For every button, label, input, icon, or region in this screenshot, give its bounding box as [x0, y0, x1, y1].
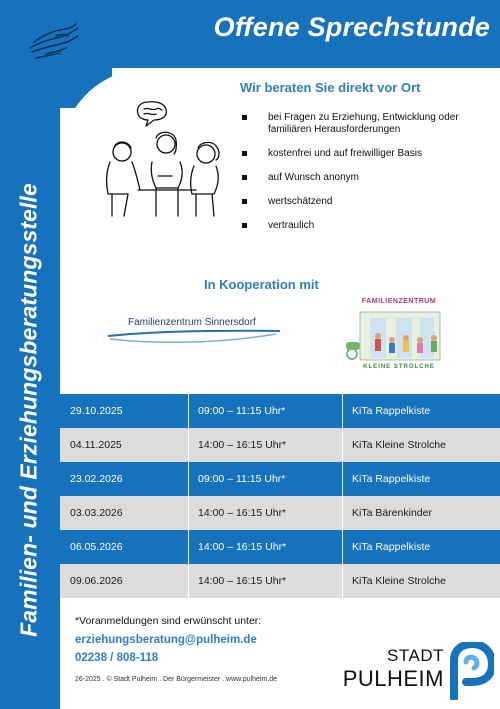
stadt-pulheim-logo: [342, 640, 494, 700]
list-item: auf Wunsch anonym: [240, 172, 496, 184]
table-row: [60, 428, 500, 462]
sinnersdorf-logo-text: Familienzentrum Sinnersdorf: [128, 317, 256, 328]
pulheim-p-icon: [448, 642, 494, 700]
place-cell: KiTa Bärenkinder: [352, 507, 432, 519]
place-cell: KiTa Rappelkiste: [352, 541, 431, 553]
column-divider: [188, 496, 189, 530]
date-cell: 06.05.2026: [70, 541, 123, 553]
intro-subtitle: Wir beraten Sie direkt vor Ort: [240, 80, 421, 95]
table-row: [60, 530, 500, 564]
column-divider: [188, 462, 189, 496]
column-divider: [188, 530, 189, 564]
table-row: [60, 564, 500, 598]
date-cell: 04.11.2025: [70, 439, 122, 451]
column-divider: [188, 394, 189, 428]
column-divider: [342, 428, 343, 462]
contact-email-link[interactable]: erziehungsberatung@pulheim.de: [75, 634, 257, 646]
column-divider: [188, 428, 189, 462]
time-cell: 09:00 – 11:15 Uhr*: [198, 405, 286, 417]
list-item: vertraulich: [240, 220, 496, 232]
time-cell: 14:00 – 16:15 Uhr*: [198, 541, 287, 553]
cooperation-title: In Kooperation mit: [204, 277, 319, 292]
list-item: wertschätzend: [240, 196, 496, 208]
column-divider: [342, 394, 343, 428]
date-cell: 09.06.2026: [70, 575, 123, 587]
column-divider: [342, 530, 343, 564]
strolche-logo-bottom: KLEINE STROLCHE: [363, 364, 435, 370]
page-title: Offene Sprechstunde: [213, 12, 490, 42]
logo-stadt-text: STADT: [387, 646, 444, 665]
table-row: [60, 496, 500, 530]
table-row: [60, 394, 500, 428]
hands-icon: [26, 18, 82, 62]
column-divider: [342, 564, 343, 598]
date-cell: 03.03.2026: [70, 507, 123, 519]
table-row: [60, 462, 500, 496]
kleine-strolche-logo: [340, 298, 458, 376]
column-divider: [342, 462, 343, 496]
time-cell: 09:00 – 11:15 Uhr*: [198, 473, 286, 485]
contact-phone: 02238 / 808-118: [75, 652, 159, 664]
vertical-title: Familien- und Erziehungsberatungsstelle: [15, 183, 42, 637]
schedule-table: [60, 394, 500, 598]
date-cell: 23.02.2026: [70, 473, 123, 485]
footer-text: 26-2025 . © Stadt Pulheim . Der Bürgermeister . www.pulheim.de: [75, 676, 278, 683]
column-divider: [188, 564, 189, 598]
date-cell: 29.10.2025: [70, 405, 123, 417]
sinnersdorf-logo: [106, 314, 282, 354]
column-divider: [342, 496, 343, 530]
time-cell: 14:00 – 16:15 Uhr*: [198, 439, 287, 451]
time-cell: 14:00 – 16:15 Uhr*: [198, 575, 287, 587]
benefits-list: [240, 112, 496, 244]
place-cell: KiTa Rappelkiste: [352, 473, 431, 485]
place-cell: KiTa Rappelkiste: [352, 405, 431, 417]
counseling-illustration: [102, 98, 234, 230]
registration-note: *Voranmeldungen sind erwünscht unter:: [75, 615, 262, 627]
list-item: kostenfrei und auf freiwilliger Basis: [240, 148, 496, 160]
list-item: bei Fragen zu Erziehung, Entwicklung oder familiären Herausforderungen: [240, 112, 496, 136]
place-cell: KiTa Kleine Strolche: [352, 575, 446, 587]
place-cell: KiTa Kleine Strolche: [352, 439, 446, 451]
logo-pulheim-text: PULHEIM: [342, 666, 444, 691]
time-cell: 14:00 – 16:15 Uhr*: [198, 507, 287, 519]
strolche-logo-top: FAMILIENZENTRUM: [361, 298, 437, 305]
